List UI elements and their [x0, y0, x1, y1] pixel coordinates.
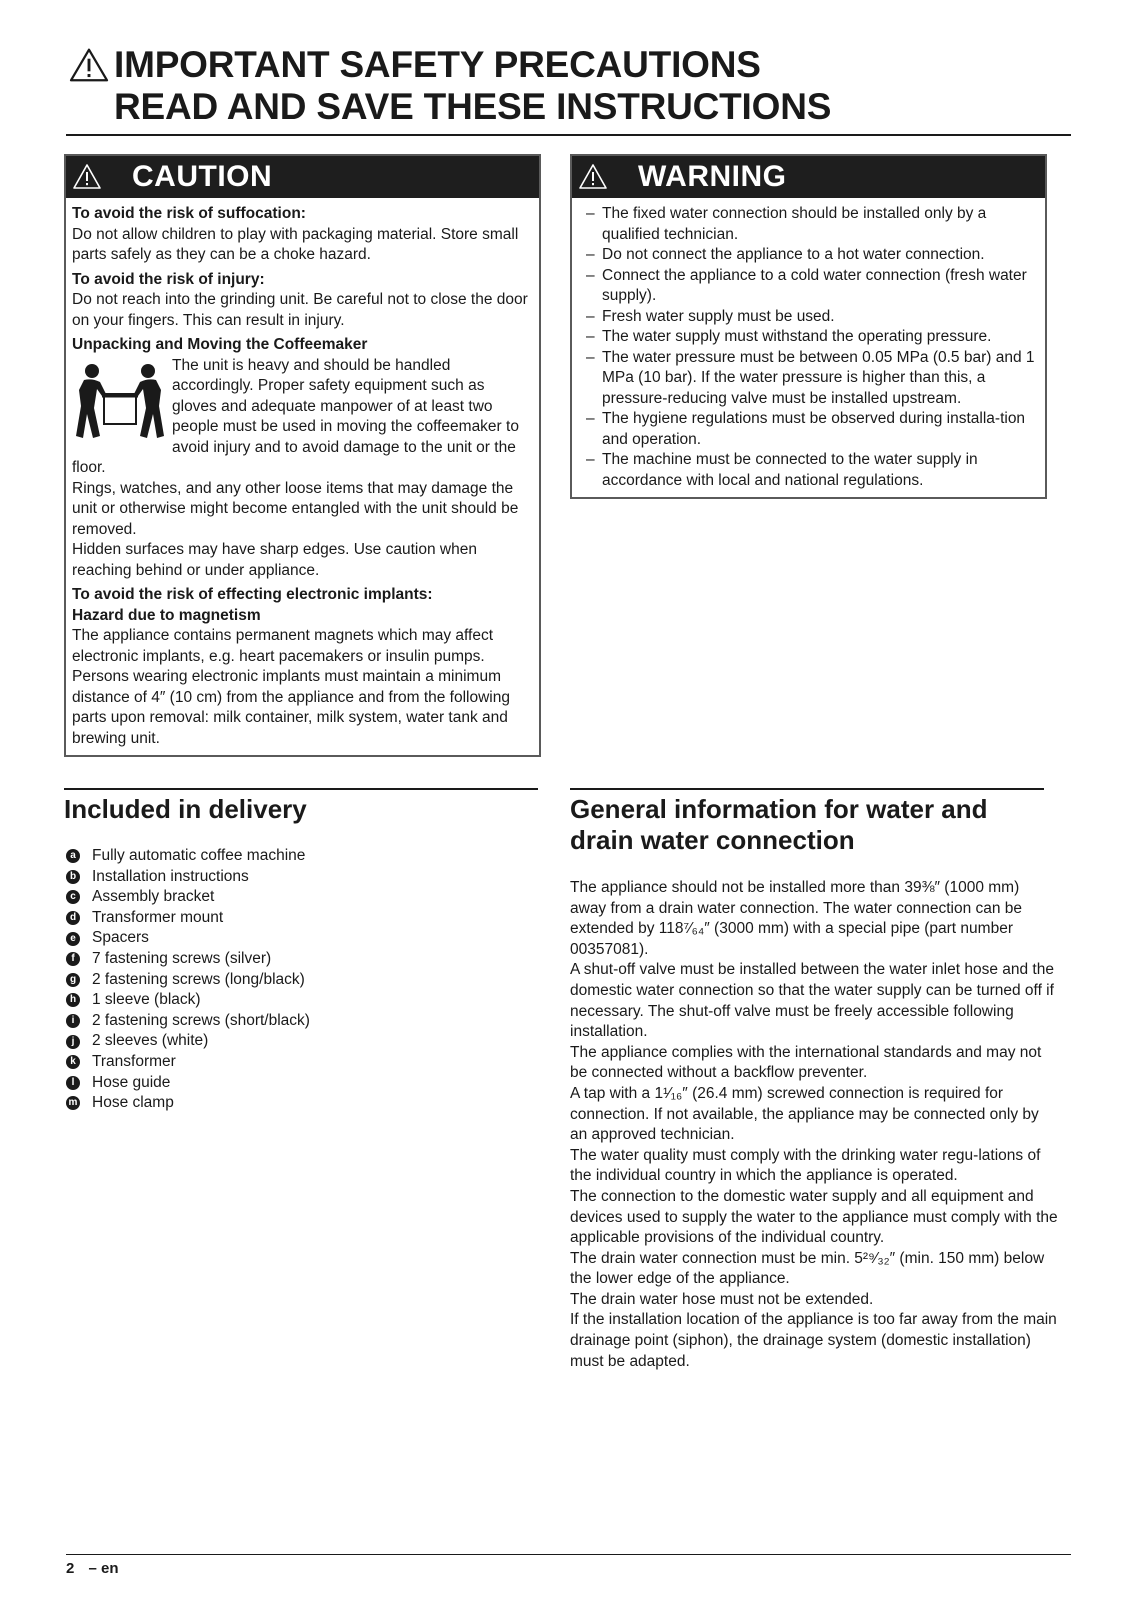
letter-badge: f — [66, 952, 80, 966]
caution-box — [64, 154, 541, 757]
list-item: f 7 fastening screws (silver) — [66, 949, 310, 970]
title-line-2: READ AND SAVE THESE INSTRUCTIONS — [114, 86, 832, 127]
title-line-1: IMPORTANT SAFETY PRECAUTIONS — [114, 44, 761, 85]
list-item: d Transformer mount — [66, 908, 310, 929]
list-item: – The water supply must withstand the operating pressure. — [578, 327, 1037, 348]
two-person-lift-icon — [72, 362, 168, 444]
list-item: b Installation instructions — [66, 867, 310, 888]
delivery-list — [66, 846, 310, 1114]
paragraph: The drain water hose must not be extended. — [570, 1290, 874, 1308]
implants-heading: To avoid the risk of effecting electronic implants: — [72, 586, 433, 603]
list-item: a Fully automatic coffee machine — [66, 846, 310, 867]
language-code: – en — [88, 1560, 119, 1577]
delivery-rule — [64, 788, 538, 790]
rings-text: Rings, watches, and any other loose items that may damage the unit or otherwise might become entangled with the unit should be removed. — [72, 479, 519, 538]
paragraph: The drain water connection must be min. 5²⁹⁄₃₂″ (min. 150 mm) below the lower edge of the appliance. — [570, 1249, 1045, 1288]
list-item: c Assembly bracket — [66, 887, 310, 908]
page-footer — [66, 1560, 129, 1577]
letter-badge: k — [66, 1055, 80, 1069]
letter-badge: j — [66, 1035, 80, 1049]
caution-title: CAUTION — [132, 160, 273, 193]
list-item: m Hose clamp — [66, 1093, 310, 1114]
water-rule — [570, 788, 1044, 790]
list-item: g 2 fastening screws (long/black) — [66, 970, 310, 991]
warning-triangle-icon — [578, 163, 608, 191]
caution-header — [66, 156, 539, 198]
page-number: 2 — [66, 1560, 75, 1577]
list-item: – The fixed water connection should be installed only by a qualified technician. — [578, 204, 1037, 245]
water-heading: General information for water and drain water connection — [570, 794, 988, 855]
letter-badge: h — [66, 993, 80, 1007]
moving-text: The unit is heavy and should be handled accordingly. Proper safety equipment such as gloves and adequate manpower of at least two people must be used in moving the coffeemaker to avoid injury and to avoid damage to the unit or the floor. — [72, 356, 519, 476]
warning-title: WARNING — [638, 160, 787, 193]
warning-triangle-icon — [66, 47, 112, 83]
list-item: k Transformer — [66, 1052, 310, 1073]
water-body — [570, 878, 1058, 1372]
letter-badge: i — [66, 1014, 80, 1028]
paragraph: A shut-off valve must be installed between the water inlet hose and the domestic water connection so that the water supply can be turned off if necessary. The shut-off valve must be freely accessible following installation. — [570, 961, 1054, 1041]
footer-rule — [66, 1554, 1071, 1555]
injury-heading: To avoid the risk of injury: — [72, 270, 265, 288]
list-item: i 2 fastening screws (short/black) — [66, 1011, 310, 1032]
paragraph: The water quality must comply with the drinking water regu-lations of the individual country in which the appliance is operated. — [570, 1146, 1041, 1185]
list-item: – The hygiene regulations must be observed during installa-tion and operation. — [578, 409, 1037, 450]
list-item: – The machine must be connected to the water supply in accordance with local and national regulations. — [578, 450, 1037, 491]
letter-badge: l — [66, 1076, 80, 1090]
list-item: j 2 sleeves (white) — [66, 1031, 310, 1052]
paragraph: The appliance complies with the international standards and may not be connected without a backflow preventer. — [570, 1043, 1042, 1082]
paragraph: If the installation location of the appliance is too far away from the main drainage point (siphon), the drainage system (domestic installation) must be adapted. — [570, 1311, 1057, 1370]
moving-heading: Unpacking and Moving the Coffeemaker — [72, 336, 368, 353]
suffocation-text: Do not allow children to play with packaging material. Store small parts safely as they can be a choke hazard. — [72, 225, 519, 263]
letter-badge: g — [66, 973, 80, 987]
list-item: – Fresh water supply must be used. — [578, 307, 1037, 328]
magnetism-heading: Hazard due to magnetism — [72, 606, 261, 624]
list-item: e Spacers — [66, 928, 310, 949]
letter-badge: c — [66, 890, 80, 904]
page-title — [66, 44, 1071, 136]
paragraph: The appliance should not be installed more than 39⅜″ (1000 mm) away from a drain water connection. The water connection can be extended by 118⁷⁄₆₄″ (3000 mm) with a special pipe (part number 00357081). — [570, 879, 1023, 958]
list-item: l Hose guide — [66, 1073, 310, 1094]
letter-badge: a — [66, 849, 80, 863]
injury-text: Do not reach into the grinding unit. Be careful not to close the door on your fingers. This can result in injury. — [72, 291, 528, 329]
magnetism-text: The appliance contains permanent magnets which may affect electronic implants, e.g. heart pacemakers or insulin pumps. Persons wearing electronic implants must maintain a minimum distance of 4″ (10 cm) from the appliance and from the following parts upon removal: milk container, milk system, water tank and brewing unit. — [72, 627, 510, 747]
list-item: – The water pressure must be between 0.05 MPa (0.5 bar) and 1 MPa (10 bar). If the water pressure is higher than this, a pressure-reducing valve must be installed upstream. — [578, 348, 1037, 410]
paragraph: The connection to the domestic water supply and all equipment and devices used to supply the water to the appliance must comply with the applicable provisions of the individual country. — [570, 1187, 1058, 1247]
paragraph: A tap with a 1¹⁄₁₆″ (26.4 mm) screwed connection is required for connection. If not available, the appliance may be connected only by an approved technician. — [570, 1084, 1039, 1144]
warning-box — [570, 154, 1047, 499]
letter-badge: b — [66, 870, 80, 884]
warning-list — [578, 204, 1037, 491]
warning-header — [572, 156, 1045, 198]
suffocation-heading: To avoid the risk of suffocation: — [72, 205, 306, 222]
list-item: – Connect the appliance to a cold water connection (fresh water supply). — [578, 266, 1037, 307]
delivery-heading: Included in delivery — [64, 794, 307, 824]
list-item: h 1 sleeve (black) — [66, 990, 310, 1011]
caution-triangle-icon — [72, 163, 102, 191]
list-item: – Do not connect the appliance to a hot water connection. — [578, 245, 1037, 266]
letter-badge: d — [66, 911, 80, 925]
letter-badge: e — [66, 932, 80, 946]
letter-badge: m — [66, 1096, 80, 1110]
edges-text: Hidden surfaces may have sharp edges. Use caution when reaching behind or under appliance. — [72, 541, 477, 579]
